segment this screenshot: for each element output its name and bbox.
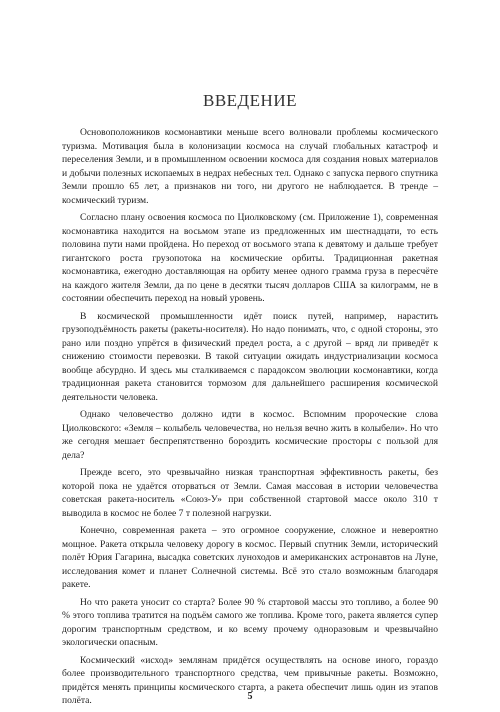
paragraph: Космический «исход» землянам придётся осуществлять на основе иного, гораздо более производительного транспортного средства, чем привычные ракеты. Возможно, придётся менять принципы космического старта, а ракета обеспечит лишь один из этапов полёта. [62, 654, 438, 706]
paragraph: В космической промышленности идёт поиск путей, например, нарастить грузоподъёмность ракеты (ракеты-носителя). Но надо понимать, что, с одной стороны, это рано или поздно упрётся в физический предел роста, а с другой – вряд ли приведёт к снижению стоимости перевозки. В такой ситуации ожидать индустриализации космоса вообще абсурдно. И здесь мы сталкиваемся с парадоксом эволюции космонавтики, когда традиционная ракета становится тормозом для дальнейшего расширения космической деятельности человека. [62, 310, 438, 403]
chapter-title: ВВЕДЕНИЕ [203, 91, 297, 110]
paragraph: Прежде всего, это чрезвычайно низкая транспортная эффективность ракеты, без которой пока не удаётся оторваться от Земли. Самая массовая в истории человечества советская ракета-носитель «Союз-У» при собственной стартовой массе около 310 т выводила в космос не более 7 т полезной нагрузки. [62, 467, 438, 519]
paragraph: Однако человечество должно идти в космос. Вспомним пророческие слова Циолковского: «Земля – колыбель человечества, но нельзя вечно жить в колыбели». Но что же сегодня мешает беспрепятственно бороздить космические просторы с пользой для дела? [62, 409, 438, 461]
paragraph: Согласно плану освоения космоса по Циолковскому (см. Приложение 1), современная космонавтика находится на восьмом этапе из предложенных им шестнадцати, то есть половина пути нами пройдена. Но переход от восьмого этапа к девятому и дальше требует гигантского роста грузопотока на космические орбиты. Традиционная ракетная космонавтика, ежегодно доставляющая на орбиту менее одного грамма груза в пересчёте на каждого жителя Земли, да по цене в десятки тысяч долларов США за килограмм, не в состоянии обеспечить переход на новый уровень. [62, 212, 438, 304]
paragraph: Но что ракета уносит со старта? Более 90 % стартовой массы это топливо, а более 90 % этого топлива тратится на подъём самого же топлива. Кроме того, ракета является супер дорогим транспортным средством, и ко всему прочему одноразовым и чрезвычайно экологически опасным. [62, 596, 438, 648]
paragraph: Конечно, современная ракета – это огромное сооружение, сложное и невероятно мощное. Ракета открыла человеку дорогу в космос. Первый спутник Земли, исторический полёт Юрия Гагарина, высадка советских луноходов и американских астронавтов на Луне, исследования комет и планет Солнечной системы. Всё это стало возможным благодаря ракете. [62, 525, 438, 590]
body-text [62, 126, 438, 712]
page-number: 5 [247, 691, 253, 702]
paragraph: Основоположников космонавтики меньше всего волновали проблемы космического туризма. Мотивация была в колонизации космоса на случай глобальных катастроф и переселения Земли, и в промышленном освоении космоса для создания новых материалов и добычи полезных ископаемых в недрах небесных тел. Однако с запуска первого спутника Земли прошло 65 лет, а признаков ни того, ни другого не наблюдается. В тренде – космический туризм. [62, 127, 438, 206]
